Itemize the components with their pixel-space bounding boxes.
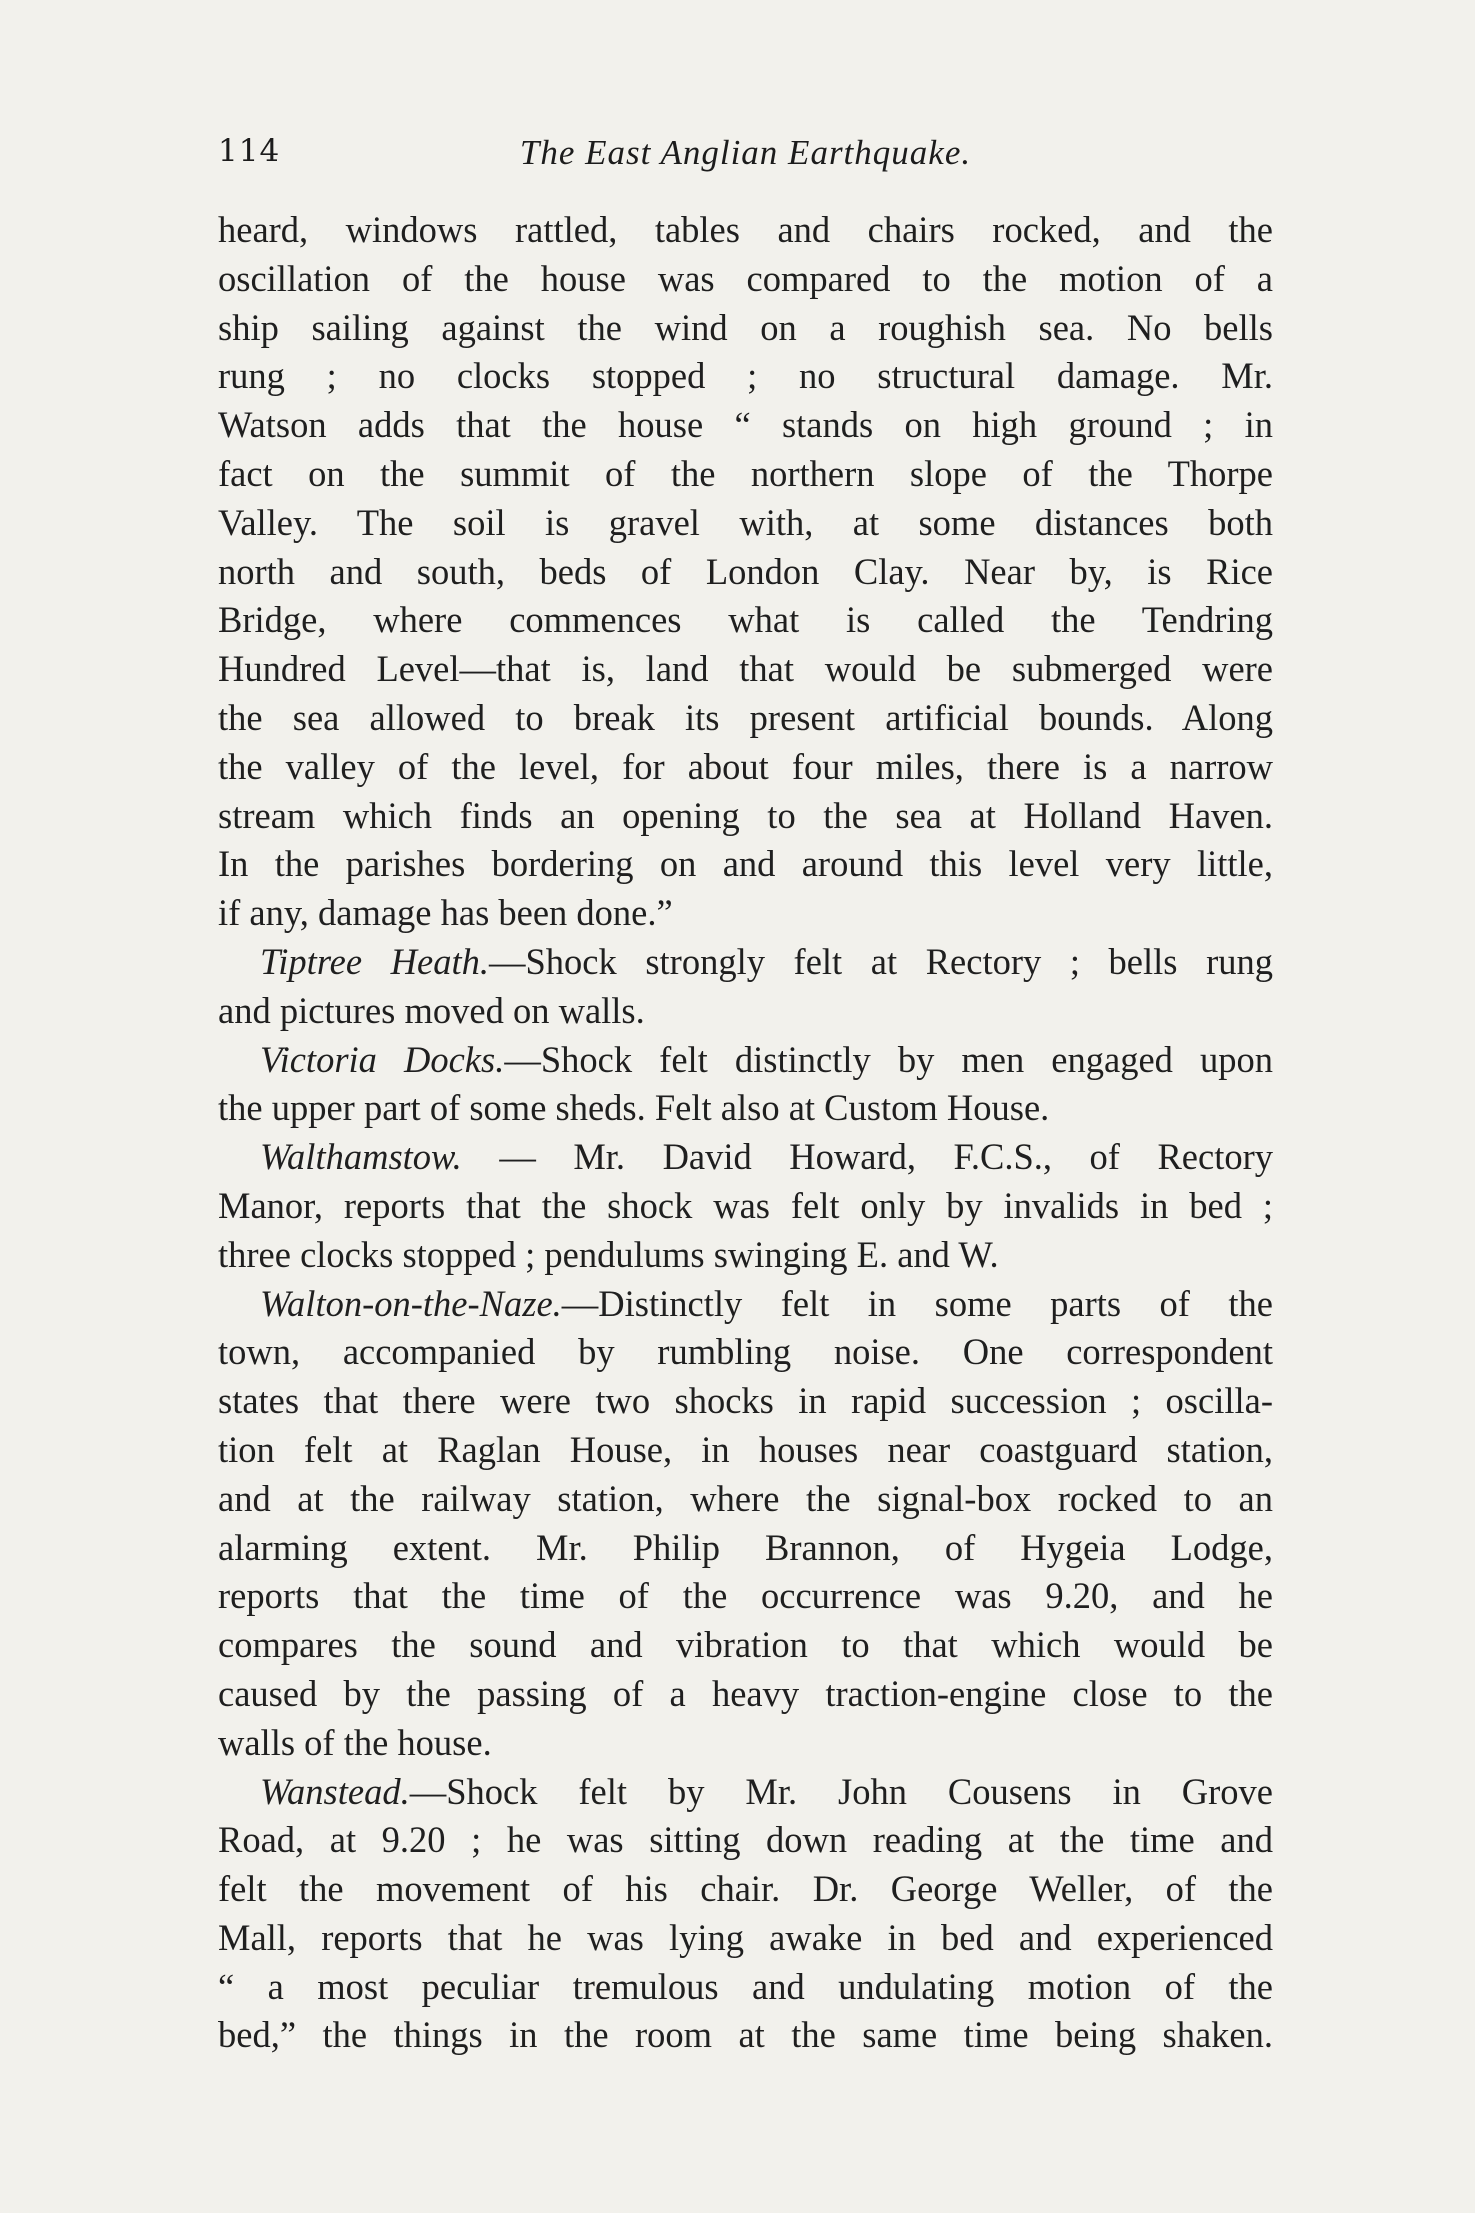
line-text: fact on the summit of the northern slope of the Thorpe — [218, 452, 1273, 494]
page-number: 114 — [218, 133, 281, 169]
line-text: north and south, beds of London Clay. Near by, is Rice — [218, 550, 1273, 592]
line-text: Hundred Level—that is, land that would be submerged were — [218, 648, 1273, 690]
text-line — [218, 352, 1273, 401]
text-line — [218, 1524, 1273, 1573]
line-text: oscillation of the house was compared to the motion of a — [218, 257, 1273, 299]
text-line — [218, 645, 1273, 694]
line-text: three clocks stopped ; pendulums swinging E. and W. — [218, 1233, 999, 1275]
line-text: Watson adds that the house “ stands on high ground ; in — [218, 404, 1273, 446]
text-line — [218, 1231, 1273, 1280]
line-text: the upper part of some sheds. Felt also at Custom House. — [218, 1087, 1050, 1129]
page-header — [218, 133, 1273, 183]
line-text: and pictures moved on walls. — [218, 989, 645, 1031]
text-line — [218, 1768, 1273, 1817]
text-line — [218, 694, 1273, 743]
text-line — [218, 1865, 1273, 1914]
text-line — [218, 499, 1273, 548]
place-name: Victoria Docks. — [260, 1038, 505, 1080]
text-line — [218, 1084, 1273, 1133]
line-text: the valley of the level, for about four miles, there is a narrow — [218, 745, 1273, 787]
text-line — [218, 743, 1273, 792]
line-text: walls of the house. — [218, 1721, 492, 1763]
line-text: caused by the passing of a heavy traction-engine close to the — [218, 1672, 1273, 1714]
text-line — [218, 1621, 1273, 1670]
text-line — [218, 792, 1273, 841]
line-text: Mall, reports that he was lying awake in bed and experienced — [218, 1916, 1273, 1958]
text-line — [218, 1182, 1273, 1231]
line-text: town, accompanied by rumbling noise. One correspondent — [218, 1331, 1273, 1373]
line-text: compares the sound and vibration to that which would be — [218, 1624, 1273, 1666]
line-text: and at the railway station, where the signal-box rocked to an — [218, 1477, 1273, 1519]
text-line — [218, 255, 1273, 304]
line-text: rung ; no clocks stopped ; no structural damage. Mr. — [218, 355, 1273, 397]
text-line — [218, 1377, 1273, 1426]
line-text: bed,” the things in the room at the same time being shaken. — [218, 2014, 1273, 2056]
text-line — [218, 548, 1273, 597]
text-line — [218, 1572, 1273, 1621]
line-text: “ a most peculiar tremulous and undulating motion of the — [218, 1965, 1273, 2007]
line-text: if any, damage has been done.” — [218, 892, 673, 934]
line-text: In the parishes bordering on and around this level very little, — [218, 843, 1273, 885]
text-line — [218, 1670, 1273, 1719]
text-line — [218, 401, 1273, 450]
line-text: felt the movement of his chair. Dr. George Weller, of the — [218, 1868, 1273, 1910]
text-line — [218, 889, 1273, 938]
line-text: Manor, reports that the shock was felt only by invalids in bed ; — [218, 1184, 1273, 1226]
running-title: The East Anglian Earthquake. — [519, 133, 972, 172]
line-text: reports that the time of the occurrence was 9.20, and he — [218, 1575, 1273, 1617]
place-name: Walton-on-the-Naze. — [260, 1282, 562, 1324]
text-line — [218, 840, 1273, 889]
line-text: the sea allowed to break its present artificial bounds. Along — [218, 696, 1273, 738]
line-text: Road, at 9.20 ; he was sitting down reading at the time and — [218, 1819, 1273, 1861]
text-line — [218, 938, 1273, 987]
line-text: heard, windows rattled, tables and chairs rocked, and the — [218, 209, 1273, 250]
text-line — [218, 1719, 1273, 1768]
place-name: Tiptree Heath. — [260, 940, 489, 982]
body-text — [218, 206, 1273, 2060]
text-line — [218, 450, 1273, 499]
line-text: Valley. The soil is gravel with, at some distances both — [218, 501, 1273, 543]
place-name: Wanstead. — [260, 1770, 410, 1812]
line-text: tion felt at Raglan House, in houses near coastguard station, — [218, 1428, 1273, 1470]
text-line — [218, 1963, 1273, 2012]
line-text: states that there were two shocks in rapid succession ; oscilla- — [218, 1380, 1273, 1422]
line-text: —Shock strongly felt at Rectory ; bells rung — [488, 940, 1273, 982]
line-text: —Shock felt distinctly by men engaged upon — [504, 1038, 1273, 1080]
text-line — [218, 1328, 1273, 1377]
text-line — [218, 1816, 1273, 1865]
text-line — [218, 1280, 1273, 1329]
text-line — [218, 987, 1273, 1036]
text-line — [218, 596, 1273, 645]
place-name: Walthamstow. — [260, 1136, 462, 1178]
line-text: Bridge, where commences what is called the Tendring — [218, 599, 1273, 641]
text-line — [218, 206, 1273, 255]
text-line — [218, 1914, 1273, 1963]
line-text: stream which finds an opening to the sea at Holland Haven. — [218, 794, 1273, 836]
line-text: —Distinctly felt in some parts of the — [561, 1282, 1273, 1324]
text-line — [218, 1426, 1273, 1475]
line-text: — Mr. David Howard, F.C.S., of Rectory — [461, 1136, 1273, 1178]
text-line — [218, 304, 1273, 353]
text-line — [218, 2011, 1273, 2060]
line-text: —Shock felt by Mr. John Cousens in Grove — [409, 1770, 1273, 1812]
text-line — [218, 1036, 1273, 1085]
text-line — [218, 1133, 1273, 1182]
line-text: ship sailing against the wind on a roughish sea. No bells — [218, 306, 1273, 348]
line-text: alarming extent. Mr. Philip Brannon, of Hygeia Lodge, — [218, 1526, 1273, 1568]
text-line — [218, 1475, 1273, 1524]
